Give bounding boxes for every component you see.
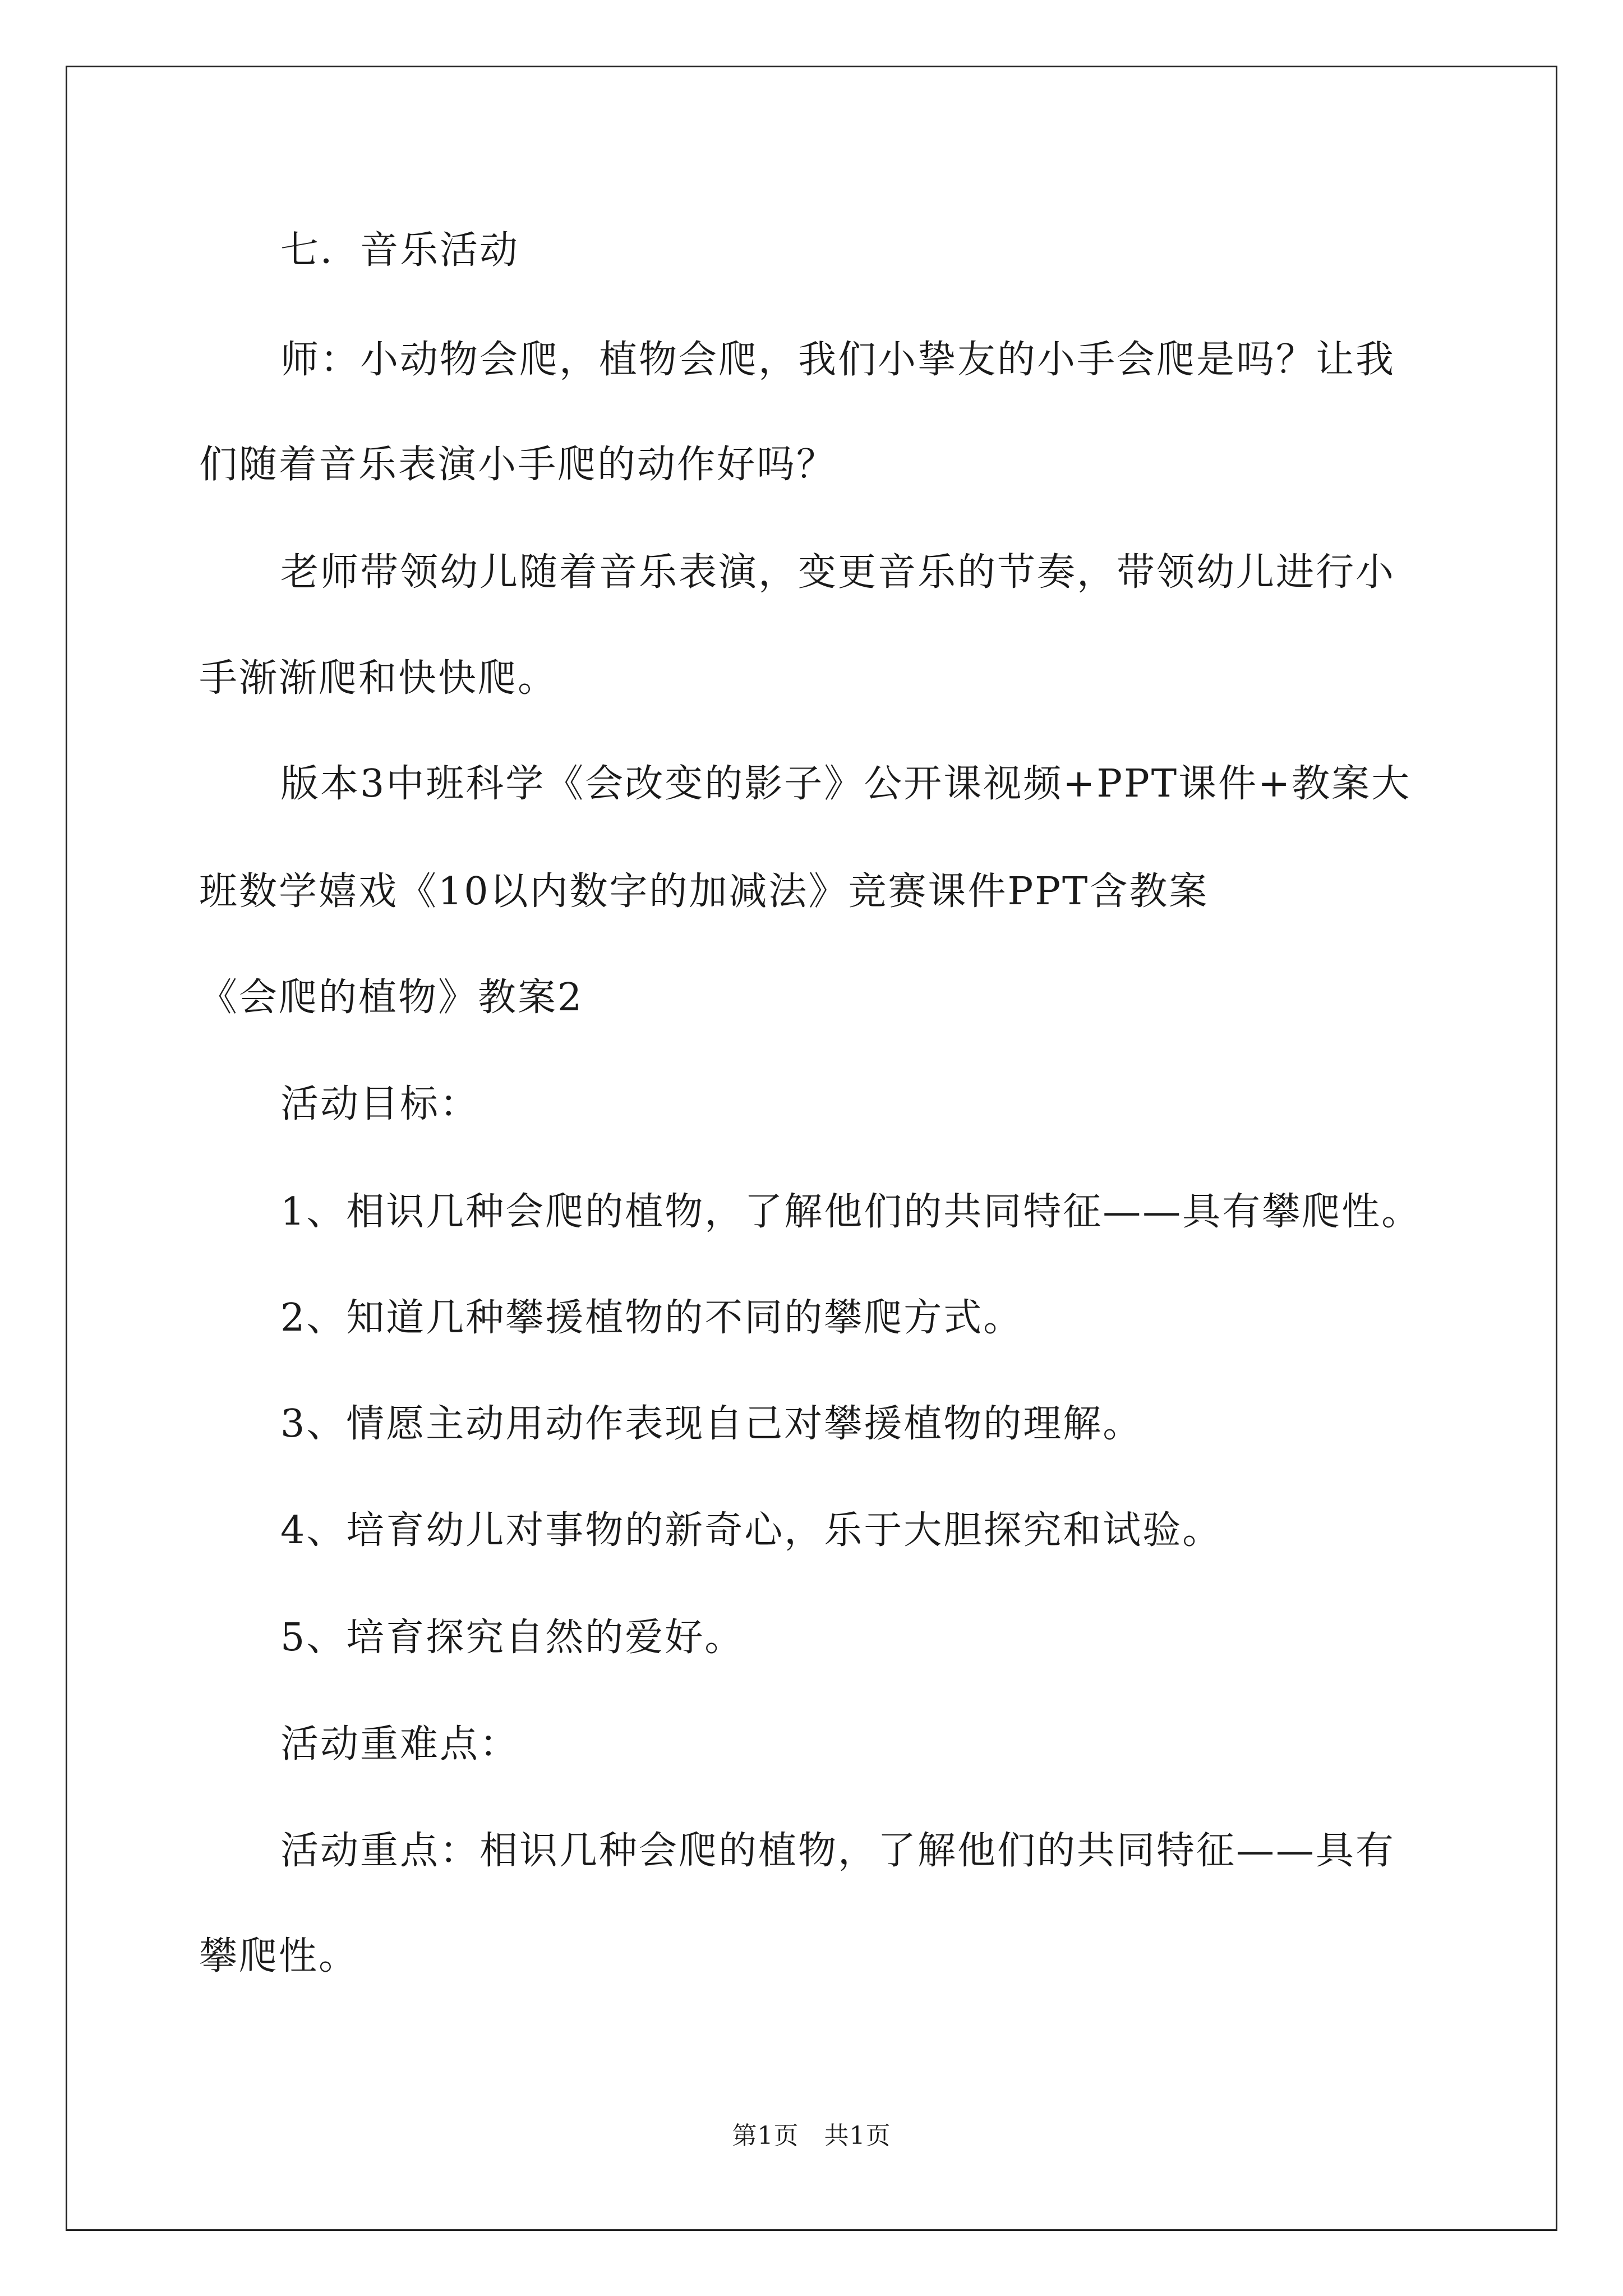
paragraph-line: 版本3中班科学《会改变的影子》公开课视频+PPT课件+教案大 [280, 762, 1412, 806]
list-item: 3、情愿主动用动作表现自己对攀援植物的理解。 [280, 1402, 1143, 1446]
section-heading: 七．音乐活动 [280, 228, 520, 273]
list-item: 4、培育幼儿对事物的新奇心，乐于大胆探究和试验。 [280, 1508, 1223, 1553]
list-item: 5、培育探究自然的爱好。 [280, 1616, 745, 1660]
page-footer: 第1页 共1页 [732, 2122, 891, 2150]
list-item: 2、知道几种攀援植物的不同的攀爬方式。 [280, 1296, 1023, 1340]
document-title: 《会爬的植物》教案2 [199, 976, 584, 1020]
paragraph-line: 老师带领幼儿随着音乐表演，变更音乐的节奏，带领幼儿进行小 [280, 550, 1396, 595]
section-heading: 活动目标： [280, 1082, 480, 1126]
section-heading: 活动重难点： [280, 1722, 520, 1766]
list-item: 1、相识几种会爬的植物，了解他们的共同特征——具有攀爬性。 [280, 1190, 1422, 1234]
paragraph-line: 们随着音乐表演小手爬的动作好吗？ [199, 443, 837, 487]
paragraph-line: 攀爬性。 [199, 1934, 359, 1978]
paragraph-line: 活动重点：相识几种会爬的植物，了解他们的共同特征——具有 [280, 1829, 1396, 1873]
paragraph-line: 班数学嬉戏《10以内数字的加减法》竞赛课件PPT含教案 [199, 869, 1209, 914]
page-border [66, 66, 1557, 2231]
paragraph-line: 师：小动物会爬，植物会爬，我们小挚友的小手会爬是吗？让我 [280, 338, 1396, 382]
paragraph-line: 手渐渐爬和快快爬。 [199, 656, 558, 701]
